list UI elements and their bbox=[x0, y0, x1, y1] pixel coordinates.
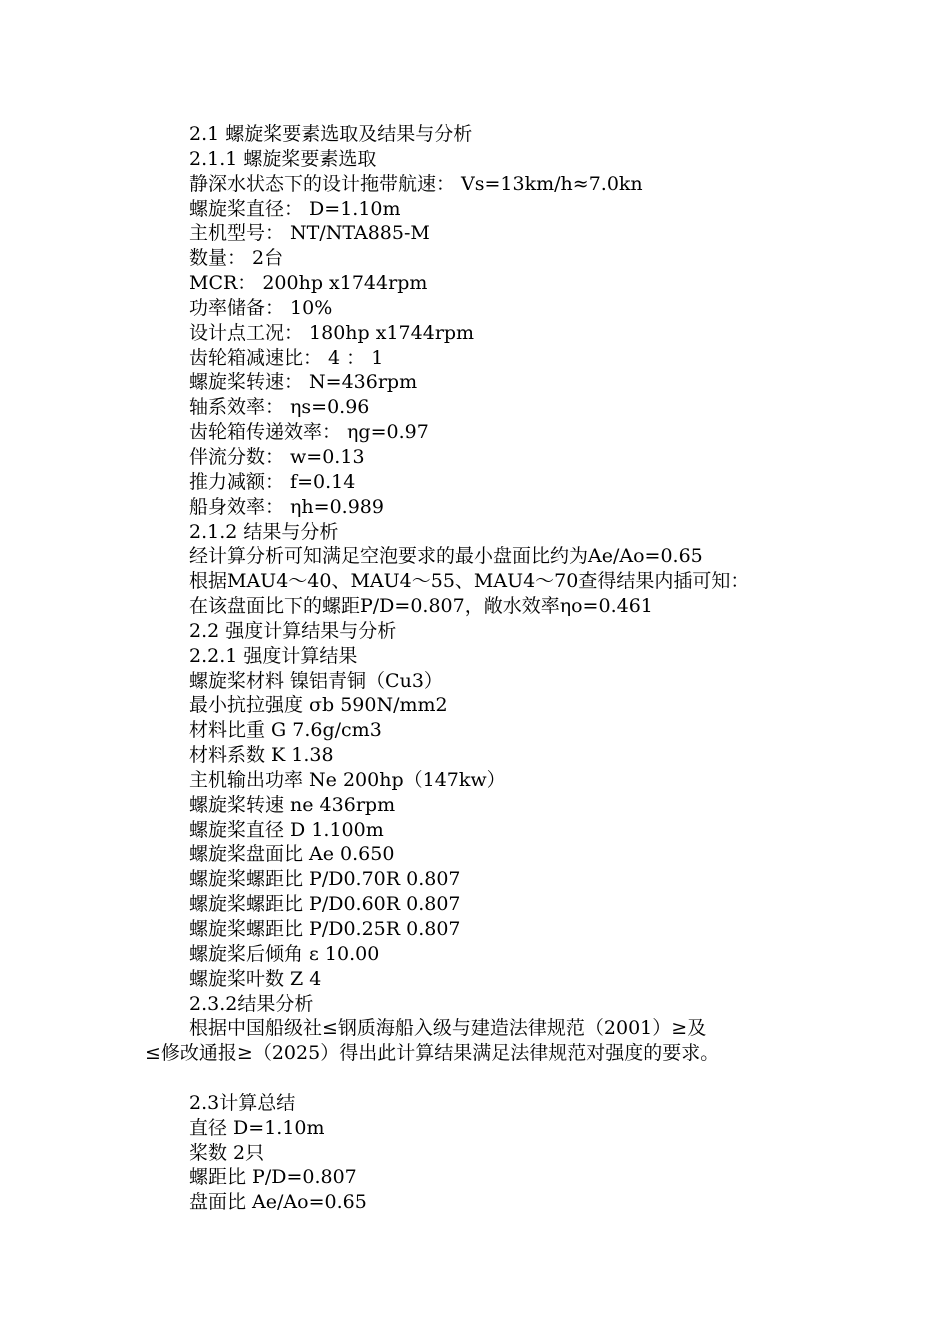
analysis-line-1: 经计算分析可知满足空泡要求的最小盘面比约为Ae/Ao=0.65 bbox=[189, 545, 703, 568]
propeller-diameter-d: 螺旋桨直径 D 1.100m bbox=[189, 818, 384, 841]
heading-2-3: 2.3计算总结 bbox=[189, 1091, 296, 1114]
heading-2-1: 2.1 螺旋桨要素选取及结果与分析 bbox=[189, 123, 473, 145]
gearbox-efficiency: 齿轮箱传递效率： ηg=0.97 bbox=[189, 421, 429, 444]
conclusion-line-1: 根据中国船级社≤钢质海船入级与建造法律规范（2001）≥及 bbox=[189, 1017, 707, 1040]
heading-2-2-1: 2.2.1 强度计算结果 bbox=[189, 644, 358, 667]
propeller-speed: 螺旋桨转速： N=436rpm bbox=[189, 371, 418, 394]
shaft-efficiency: 轴系效率： ηs=0.96 bbox=[189, 396, 370, 419]
pitch-ratio-070r: 螺旋桨螺距比 P/D0.70R 0.807 bbox=[189, 868, 461, 891]
wake-fraction: 伴流分数： w=0.13 bbox=[189, 445, 365, 468]
heading-2-1-1: 2.1.1 螺旋桨要素选取 bbox=[189, 147, 377, 170]
propeller-diameter: 螺旋桨直径： D=1.10m bbox=[189, 197, 401, 220]
pitch-ratio-025r: 螺旋桨螺距比 P/D0.25R 0.807 bbox=[189, 918, 461, 940]
analysis-line-3: 在该盘面比下的螺距P/D=0.807，敞水效率ηo=0.461 bbox=[189, 595, 653, 618]
mcr: MCR： 200hp x1744rpm bbox=[189, 272, 428, 295]
power-reserve: 功率储备： 10% bbox=[189, 296, 333, 319]
blank-line bbox=[145, 1066, 825, 1091]
material-coefficient: 材料系数 K 1.38 bbox=[189, 744, 334, 767]
analysis-line-2: 根据MAU4～40、MAU4～55、MAU4～70查得结果内插可知： bbox=[189, 570, 750, 593]
engine-model: 主机型号： NT/NTA885-M bbox=[189, 222, 430, 245]
heading-2-2: 2.2 强度计算结果与分析 bbox=[189, 619, 397, 642]
summary-diameter: 直径 D=1.10m bbox=[189, 1116, 325, 1139]
summary-area-ratio: 盘面比 Ae/Ao=0.65 bbox=[189, 1191, 367, 1214]
design-speed: 静深水状态下的设计拖带航速： Vs=13km/h≈7.0kn bbox=[189, 172, 643, 195]
conclusion-line-2: ≤修改通报≥（2025）得出此计算结果满足法律规范对强度的要求。 bbox=[145, 1042, 720, 1065]
min-tensile-strength: 最小抗拉强度 σb 590N/mm2 bbox=[189, 694, 448, 717]
blade-count: 螺旋桨叶数 Z 4 bbox=[189, 967, 322, 990]
heading-2-3-2: 2.3.2结果分析 bbox=[189, 992, 314, 1015]
hull-efficiency: 船身效率： ηh=0.989 bbox=[189, 495, 384, 518]
propeller-area-ratio: 螺旋桨盘面比 Ae 0.650 bbox=[189, 843, 395, 866]
gearbox-ratio: 齿轮箱减速比： 4 ： 1 bbox=[189, 346, 384, 369]
rake-angle: 螺旋桨后倾角 ε 10.00 bbox=[189, 942, 380, 965]
pitch-ratio-060r: 螺旋桨螺距比 P/D0.60R 0.807 bbox=[189, 893, 461, 916]
document-body bbox=[145, 122, 825, 1215]
thrust-deduction: 推力减额： f=0.14 bbox=[189, 470, 356, 493]
propeller-material: 螺旋桨材料 镍铝青铜（Cu3） bbox=[189, 669, 443, 692]
engine-output-power: 主机输出功率 Ne 200hp（147kw） bbox=[189, 768, 506, 791]
propeller-speed-ne: 螺旋桨转速 ne 436rpm bbox=[189, 793, 396, 816]
design-condition: 设计点工况： 180hp x1744rpm bbox=[189, 321, 475, 344]
summary-pitch-ratio: 螺距比 P/D=0.807 bbox=[189, 1166, 357, 1189]
heading-2-1-2: 2.1.2 结果与分析 bbox=[189, 520, 339, 543]
engine-quantity: 数量： 2台 bbox=[189, 247, 284, 270]
summary-propeller-count: 桨数 2只 bbox=[189, 1141, 265, 1164]
material-density: 材料比重 G 7.6g/cm3 bbox=[189, 719, 382, 742]
